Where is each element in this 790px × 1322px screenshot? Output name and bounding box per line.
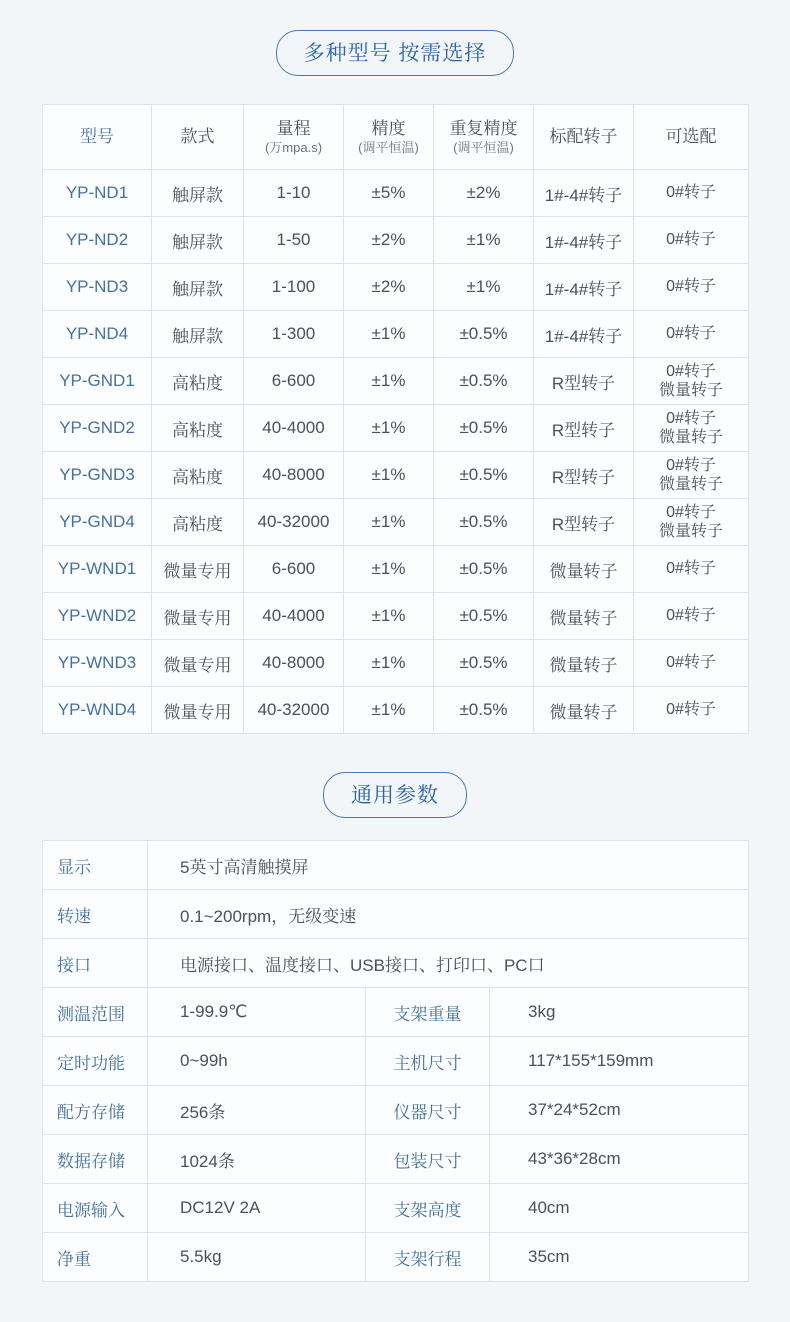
repeat-accuracy-cell: ±0.5% bbox=[434, 499, 534, 546]
style-cell: 高粘度 bbox=[152, 499, 244, 546]
table-header-cell bbox=[43, 105, 152, 170]
table-row bbox=[43, 405, 749, 452]
optional-rotor-line: 0#转子 bbox=[666, 503, 716, 521]
optional-rotor-line: 0#转子 bbox=[666, 701, 716, 719]
accuracy-cell: ±5% bbox=[344, 170, 434, 217]
optional-rotor-line: 微量转子 bbox=[658, 523, 723, 540]
accuracy-cell: ±2% bbox=[344, 217, 434, 264]
table-row bbox=[43, 841, 749, 890]
table-header-cell bbox=[534, 105, 634, 170]
table-header-cell bbox=[244, 105, 344, 170]
accuracy-cell: ±1% bbox=[344, 452, 434, 499]
param-value-cell: 0~99h bbox=[148, 1037, 366, 1086]
param-label-cell: 定时功能 bbox=[43, 1037, 148, 1086]
param-value-cell: 3kg bbox=[490, 988, 749, 1037]
accuracy-cell: ±2% bbox=[344, 264, 434, 311]
model-cell: YP-WND4 bbox=[43, 687, 152, 734]
models-table-body bbox=[43, 170, 749, 734]
param-label-cell: 仪器尺寸 bbox=[366, 1086, 490, 1135]
style-cell: 微量专用 bbox=[152, 593, 244, 640]
model-cell: YP-ND1 bbox=[43, 170, 152, 217]
standard-rotor-cell: 微量转子 bbox=[534, 687, 634, 734]
repeat-accuracy-cell: ±0.5% bbox=[434, 546, 534, 593]
style-cell: 微量专用 bbox=[152, 546, 244, 593]
param-label-cell: 显示 bbox=[43, 841, 148, 890]
table-row bbox=[43, 264, 749, 311]
optional-rotor-line: 0#转子 bbox=[666, 654, 716, 672]
repeat-accuracy-cell: ±0.5% bbox=[434, 358, 534, 405]
range-cell: 40-32000 bbox=[244, 499, 344, 546]
header-main-label: 款式 bbox=[180, 126, 215, 146]
table-row bbox=[43, 939, 749, 988]
optional-rotor-line: 微量转子 bbox=[658, 476, 723, 493]
header-sub-label: (调平恒温) bbox=[453, 140, 514, 156]
params-table-body bbox=[43, 841, 749, 1282]
table-header-cell bbox=[634, 105, 749, 170]
param-value-cell: 35cm bbox=[490, 1233, 749, 1282]
models-table bbox=[42, 104, 749, 734]
param-value-cell: 5.5kg bbox=[148, 1233, 366, 1282]
table-row bbox=[43, 170, 749, 217]
table-header-cell bbox=[344, 105, 434, 170]
param-label-cell: 接口 bbox=[43, 939, 148, 988]
standard-rotor-cell: 1#-4#转子 bbox=[534, 311, 634, 358]
header-main-label: 重复精度 bbox=[449, 118, 518, 138]
optional-rotor-line: 0#转子 bbox=[666, 278, 716, 296]
param-value-cell: 256条 bbox=[148, 1086, 366, 1135]
table-row bbox=[43, 358, 749, 405]
optional-rotor-cell bbox=[634, 217, 749, 264]
model-cell: YP-ND3 bbox=[43, 264, 152, 311]
table-row bbox=[43, 640, 749, 687]
range-cell: 40-8000 bbox=[244, 640, 344, 687]
standard-rotor-cell: R型转子 bbox=[534, 499, 634, 546]
style-cell: 触屏款 bbox=[152, 170, 244, 217]
range-cell: 1-100 bbox=[244, 264, 344, 311]
accuracy-cell: ±1% bbox=[344, 593, 434, 640]
header-main-label: 型号 bbox=[80, 126, 114, 146]
standard-rotor-cell: 1#-4#转子 bbox=[534, 170, 634, 217]
optional-rotor-line: 0#转子 bbox=[666, 325, 716, 343]
standard-rotor-cell: 微量转子 bbox=[534, 546, 634, 593]
param-value-cell: 0.1~200rpm，无级变速 bbox=[148, 890, 749, 939]
param-value-cell: 40cm bbox=[490, 1184, 749, 1233]
accuracy-cell: ±1% bbox=[344, 687, 434, 734]
table-row bbox=[43, 593, 749, 640]
optional-rotor-cell bbox=[634, 499, 749, 546]
section-header-params bbox=[42, 734, 748, 840]
param-label-cell: 测温范围 bbox=[43, 988, 148, 1037]
table-row bbox=[43, 687, 749, 734]
model-cell: YP-WND1 bbox=[43, 546, 152, 593]
model-cell: YP-ND4 bbox=[43, 311, 152, 358]
optional-rotor-line: 微量转子 bbox=[658, 382, 723, 399]
param-value-cell: 43*36*28cm bbox=[490, 1135, 749, 1184]
optional-rotor-line: 0#转子 bbox=[666, 560, 716, 578]
repeat-accuracy-cell: ±0.5% bbox=[434, 405, 534, 452]
param-label-cell: 配方存储 bbox=[43, 1086, 148, 1135]
table-header-cell bbox=[434, 105, 534, 170]
table-row bbox=[43, 1233, 749, 1282]
range-cell: 6-600 bbox=[244, 358, 344, 405]
standard-rotor-cell: R型转子 bbox=[534, 358, 634, 405]
standard-rotor-cell: 1#-4#转子 bbox=[534, 264, 634, 311]
optional-rotor-cell bbox=[634, 405, 749, 452]
param-label-cell: 电源输入 bbox=[43, 1184, 148, 1233]
table-row bbox=[43, 1135, 749, 1184]
repeat-accuracy-cell: ±0.5% bbox=[434, 311, 534, 358]
table-header-cell bbox=[152, 105, 244, 170]
models-header-row bbox=[43, 105, 749, 170]
style-cell: 触屏款 bbox=[152, 264, 244, 311]
section-header-models bbox=[42, 0, 748, 104]
optional-rotor-cell bbox=[634, 546, 749, 593]
table-row bbox=[43, 1086, 749, 1135]
repeat-accuracy-cell: ±1% bbox=[434, 264, 534, 311]
optional-rotor-line: 0#转子 bbox=[666, 184, 716, 202]
accuracy-cell: ±1% bbox=[344, 405, 434, 452]
style-cell: 高粘度 bbox=[152, 452, 244, 499]
model-cell: YP-GND4 bbox=[43, 499, 152, 546]
style-cell: 微量专用 bbox=[152, 687, 244, 734]
optional-rotor-cell bbox=[634, 593, 749, 640]
param-value-cell: 5英寸高清触摸屏 bbox=[148, 841, 749, 890]
optional-rotor-line: 0#转子 bbox=[666, 456, 716, 474]
range-cell: 1-300 bbox=[244, 311, 344, 358]
range-cell: 1-10 bbox=[244, 170, 344, 217]
optional-rotor-cell bbox=[634, 311, 749, 358]
optional-rotor-cell bbox=[634, 170, 749, 217]
accuracy-cell: ±1% bbox=[344, 358, 434, 405]
repeat-accuracy-cell: ±0.5% bbox=[434, 452, 534, 499]
optional-rotor-line: 微量转子 bbox=[658, 429, 723, 446]
table-row bbox=[43, 890, 749, 939]
repeat-accuracy-cell: ±1% bbox=[434, 217, 534, 264]
header-main-label: 精度 bbox=[371, 118, 406, 138]
model-cell: YP-WND2 bbox=[43, 593, 152, 640]
repeat-accuracy-cell: ±2% bbox=[434, 170, 534, 217]
optional-rotor-cell bbox=[634, 264, 749, 311]
accuracy-cell: ±1% bbox=[344, 499, 434, 546]
param-label-cell: 转速 bbox=[43, 890, 148, 939]
repeat-accuracy-cell: ±0.5% bbox=[434, 593, 534, 640]
param-value-cell: 37*24*52cm bbox=[490, 1086, 749, 1135]
model-cell: YP-GND2 bbox=[43, 405, 152, 452]
table-row bbox=[43, 499, 749, 546]
table-row bbox=[43, 1037, 749, 1086]
table-row bbox=[43, 546, 749, 593]
optional-rotor-line: 0#转子 bbox=[666, 231, 716, 249]
header-main-label: 量程 bbox=[276, 118, 311, 138]
header-main-label: 标配转子 bbox=[549, 126, 618, 146]
model-cell: YP-ND2 bbox=[43, 217, 152, 264]
standard-rotor-cell: R型转子 bbox=[534, 405, 634, 452]
param-label-cell: 包装尺寸 bbox=[366, 1135, 490, 1184]
params-table bbox=[42, 840, 749, 1282]
param-label-cell: 支架重量 bbox=[366, 988, 490, 1037]
optional-rotor-cell bbox=[634, 640, 749, 687]
param-value-cell: 电源接口、温度接口、USB接口、打印口、PC口 bbox=[148, 939, 749, 988]
range-cell: 1-50 bbox=[244, 217, 344, 264]
table-row bbox=[43, 988, 749, 1037]
param-value-cell: 1-99.9℃ bbox=[148, 988, 366, 1037]
range-cell: 40-4000 bbox=[244, 405, 344, 452]
section-title-params: 通用参数 bbox=[323, 772, 467, 818]
standard-rotor-cell: R型转子 bbox=[534, 452, 634, 499]
optional-rotor-line: 0#转子 bbox=[666, 607, 716, 625]
table-row bbox=[43, 217, 749, 264]
model-cell: YP-GND1 bbox=[43, 358, 152, 405]
optional-rotor-cell bbox=[634, 358, 749, 405]
style-cell: 高粘度 bbox=[152, 405, 244, 452]
accuracy-cell: ±1% bbox=[344, 546, 434, 593]
param-value-cell: DC12V 2A bbox=[148, 1184, 366, 1233]
accuracy-cell: ±1% bbox=[344, 640, 434, 687]
range-cell: 40-4000 bbox=[244, 593, 344, 640]
table-row bbox=[43, 452, 749, 499]
optional-rotor-line: 0#转子 bbox=[666, 362, 716, 380]
param-label-cell: 主机尺寸 bbox=[366, 1037, 490, 1086]
style-cell: 触屏款 bbox=[152, 217, 244, 264]
param-label-cell: 支架高度 bbox=[366, 1184, 490, 1233]
style-cell: 触屏款 bbox=[152, 311, 244, 358]
table-row bbox=[43, 311, 749, 358]
param-label-cell: 数据存储 bbox=[43, 1135, 148, 1184]
repeat-accuracy-cell: ±0.5% bbox=[434, 640, 534, 687]
standard-rotor-cell: 1#-4#转子 bbox=[534, 217, 634, 264]
model-cell: YP-GND3 bbox=[43, 452, 152, 499]
accuracy-cell: ±1% bbox=[344, 311, 434, 358]
range-cell: 40-32000 bbox=[244, 687, 344, 734]
standard-rotor-cell: 微量转子 bbox=[534, 593, 634, 640]
section-title-models: 多种型号 按需选择 bbox=[276, 30, 515, 76]
optional-rotor-line: 0#转子 bbox=[666, 409, 716, 427]
page-content bbox=[42, 0, 748, 1322]
range-cell: 6-600 bbox=[244, 546, 344, 593]
param-label-cell: 净重 bbox=[43, 1233, 148, 1282]
repeat-accuracy-cell: ±0.5% bbox=[434, 687, 534, 734]
header-main-label: 可选配 bbox=[665, 126, 717, 146]
param-value-cell: 1024条 bbox=[148, 1135, 366, 1184]
header-sub-label: (调平恒温) bbox=[358, 140, 419, 156]
table-row bbox=[43, 1184, 749, 1233]
style-cell: 微量专用 bbox=[152, 640, 244, 687]
optional-rotor-cell bbox=[634, 452, 749, 499]
model-cell: YP-WND3 bbox=[43, 640, 152, 687]
models-table-head bbox=[43, 105, 749, 170]
range-cell: 40-8000 bbox=[244, 452, 344, 499]
param-label-cell: 支架行程 bbox=[366, 1233, 490, 1282]
standard-rotor-cell: 微量转子 bbox=[534, 640, 634, 687]
param-value-cell: 117*155*159mm bbox=[490, 1037, 749, 1086]
header-sub-label: (万mpa.s) bbox=[264, 140, 323, 156]
style-cell: 高粘度 bbox=[152, 358, 244, 405]
optional-rotor-cell bbox=[634, 687, 749, 734]
